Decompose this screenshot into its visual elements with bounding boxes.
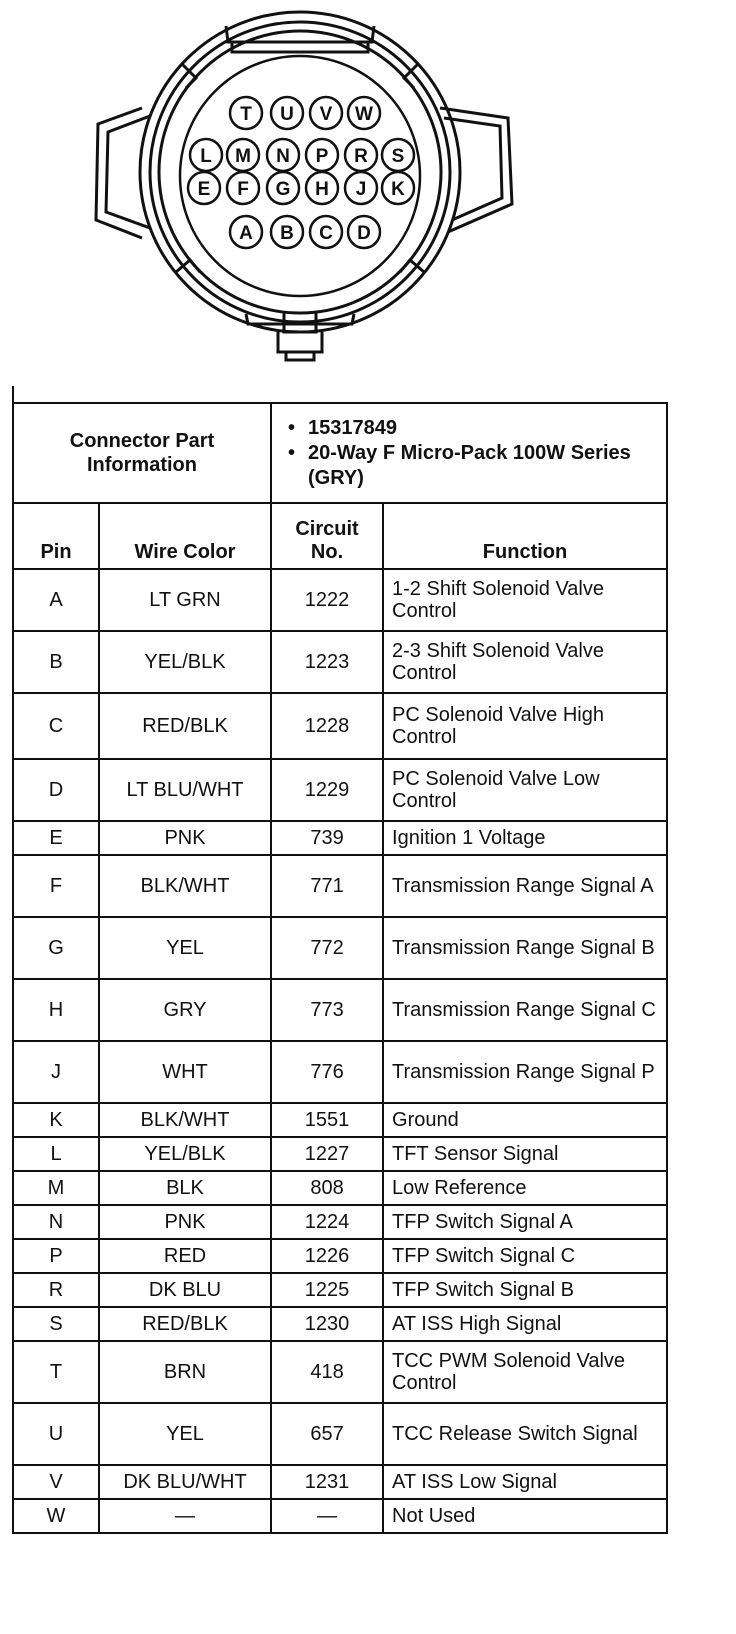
pin-cell: P [13,1239,99,1273]
table-row [13,1341,667,1403]
circuit-number-cell: 1229 [271,759,383,821]
circuit-number-cell: 1222 [271,569,383,631]
table-row [13,821,667,855]
wire-color-cell: RED/BLK [99,693,271,759]
pin-cavity-h [306,172,338,204]
pin-label: J [355,179,367,200]
pin-cavity-c [310,216,342,248]
wire-color-cell: PNK [99,821,271,855]
wire-color-cell: BLK/WHT [99,1103,271,1137]
table-row [13,1041,667,1103]
table-row [13,693,667,759]
pin-label: U [280,104,294,125]
function-cell: AT ISS High Signal [383,1307,667,1341]
function-cell: TFP Switch Signal A [383,1205,667,1239]
pin-label: E [197,179,211,200]
table-row [13,1239,667,1273]
pin-cell: K [13,1103,99,1137]
function-cell: Ground [383,1103,667,1137]
table-row [13,759,667,821]
pin-label: V [319,104,333,125]
pinout-table-body [13,569,667,1533]
pin-label: G [275,179,291,200]
table-row [13,1499,667,1533]
pin-cavity-l [190,139,222,171]
pin-cell: D [13,759,99,821]
pin-label: M [235,146,251,167]
circuit-number-cell: 773 [271,979,383,1041]
circuit-number-cell: 1226 [271,1239,383,1273]
table-row [13,917,667,979]
wire-color-cell: YEL [99,1403,271,1465]
pin-cavity-p [306,139,338,171]
pin-cell: B [13,631,99,693]
pin-label: K [391,179,405,200]
circuit-number-cell: 418 [271,1341,383,1403]
pin-label: R [354,146,368,167]
pin-cavity-t [230,97,262,129]
pin-cavity-n [267,139,299,171]
column-header-function: Function [383,503,667,569]
circuit-number-cell: 771 [271,855,383,917]
wire-color-cell: YEL/BLK [99,631,271,693]
function-cell: Ignition 1 Voltage [383,821,667,855]
column-header-pin: Pin [13,503,99,569]
pin-cavity-d [348,216,380,248]
circuit-number-cell: 1231 [271,1465,383,1499]
pin-cell: C [13,693,99,759]
wire-color-cell: WHT [99,1041,271,1103]
pin-label: B [280,223,294,244]
column-header-row [13,503,667,569]
circuit-number-cell: 1551 [271,1103,383,1137]
pin-label: N [276,146,290,167]
pin-label: S [391,146,405,167]
pin-label: F [237,179,249,200]
circuit-number-cell: 776 [271,1041,383,1103]
pin-cell: V [13,1465,99,1499]
function-cell: Not Used [383,1499,667,1533]
connector-description: • 20-Way F Micro-Pack 100W Series (GRY) [280,441,658,491]
pin-cell: U [13,1403,99,1465]
function-cell: Transmission Range Signal B [383,917,667,979]
pin-label: A [239,223,253,244]
pin-cell: N [13,1205,99,1239]
table-row [13,1465,667,1499]
connector-face-diagram [0,0,736,372]
table-row [13,979,667,1041]
circuit-number-cell: 1225 [271,1273,383,1307]
pin-label: C [319,223,333,244]
table-row [13,1273,667,1307]
part-info-row [13,403,667,503]
pin-cell: M [13,1171,99,1205]
table-row [13,855,667,917]
table-row [13,631,667,693]
circuit-number-cell: 657 [271,1403,383,1465]
wire-color-cell: DK BLU/WHT [99,1465,271,1499]
function-cell: TFP Switch Signal C [383,1239,667,1273]
function-cell: Transmission Range Signal P [383,1041,667,1103]
pin-cavity-r [345,139,377,171]
circuit-number-cell: 772 [271,917,383,979]
pinout-table-container [12,402,668,1534]
pin-cell: E [13,821,99,855]
function-cell: TFP Switch Signal B [383,1273,667,1307]
function-cell: Transmission Range Signal C [383,979,667,1041]
circuit-number-cell: 808 [271,1171,383,1205]
pin-cavity-k [382,172,414,204]
column-header-circuit-no-label: Circuit No. [295,518,359,563]
pin-cavity-m [227,139,259,171]
pin-cell: S [13,1307,99,1341]
connector-part-information-label: Connector Part Information [13,403,271,503]
pin-cell: W [13,1499,99,1533]
circuit-number-cell: 739 [271,821,383,855]
pin-cell: J [13,1041,99,1103]
wire-color-cell: LT BLU/WHT [99,759,271,821]
pin-cavity-a [230,216,262,248]
pin-cavity-w [348,97,380,129]
table-row [13,1171,667,1205]
circuit-number-cell: 1224 [271,1205,383,1239]
pin-label: H [315,179,329,200]
pin-label: P [315,146,329,167]
function-cell: AT ISS Low Signal [383,1465,667,1499]
wire-color-cell: YEL [99,917,271,979]
part-number: • 15317849 [280,416,658,441]
function-cell: PC Solenoid Valve High Control [383,693,667,759]
function-cell: TCC Release Switch Signal [383,1403,667,1465]
circuit-number-cell: 1228 [271,693,383,759]
pin-cavity-s [382,139,414,171]
circuit-number-cell: 1227 [271,1137,383,1171]
pin-label: T [240,104,252,125]
pin-cell: H [13,979,99,1041]
circuit-number-cell: 1230 [271,1307,383,1341]
wire-color-cell: YEL/BLK [99,1137,271,1171]
table-row [13,1137,667,1171]
wire-color-cell: BRN [99,1341,271,1403]
table-row [13,569,667,631]
table-row [13,1103,667,1137]
column-header-circuit-no [271,503,383,569]
pin-cell: G [13,917,99,979]
function-cell: TFT Sensor Signal [383,1137,667,1171]
function-cell: Transmission Range Signal A [383,855,667,917]
pin-cavity-u [271,97,303,129]
pin-cell: L [13,1137,99,1171]
pin-cavity-b [271,216,303,248]
wire-color-cell: DK BLU [99,1273,271,1307]
part-info-cell [271,403,667,503]
wire-color-cell: PNK [99,1205,271,1239]
pin-label: D [357,223,371,244]
circuit-number-cell: 1223 [271,631,383,693]
pin-cavity-v [310,97,342,129]
wire-color-cell: BLK [99,1171,271,1205]
column-header-wire-color: Wire Color [99,503,271,569]
function-cell: 1-2 Shift Solenoid Valve Control [383,569,667,631]
table-row [13,1205,667,1239]
pin-cavity-j [345,172,377,204]
pin-cavity-e [188,172,220,204]
pin-cavity-g [267,172,299,204]
wire-color-cell: RED/BLK [99,1307,271,1341]
pin-cell: A [13,569,99,631]
function-cell: Low Reference [383,1171,667,1205]
table-row [13,1403,667,1465]
function-cell: PC Solenoid Valve Low Control [383,759,667,821]
pin-cell: R [13,1273,99,1307]
pinout-table [12,402,668,1534]
pin-cell: F [13,855,99,917]
pin-label: L [200,146,212,167]
table-row [13,1307,667,1341]
pin-cavity-f [227,172,259,204]
pin-cell: T [13,1341,99,1403]
wire-color-cell: RED [99,1239,271,1273]
function-cell: 2-3 Shift Solenoid Valve Control [383,631,667,693]
wire-color-cell: LT GRN [99,569,271,631]
wire-color-cell: BLK/WHT [99,855,271,917]
function-cell: TCC PWM Solenoid Valve Control [383,1341,667,1403]
pin-label: W [355,104,373,125]
wire-color-cell: GRY [99,979,271,1041]
circuit-number-cell: — [271,1499,383,1533]
wire-color-cell: — [99,1499,271,1533]
